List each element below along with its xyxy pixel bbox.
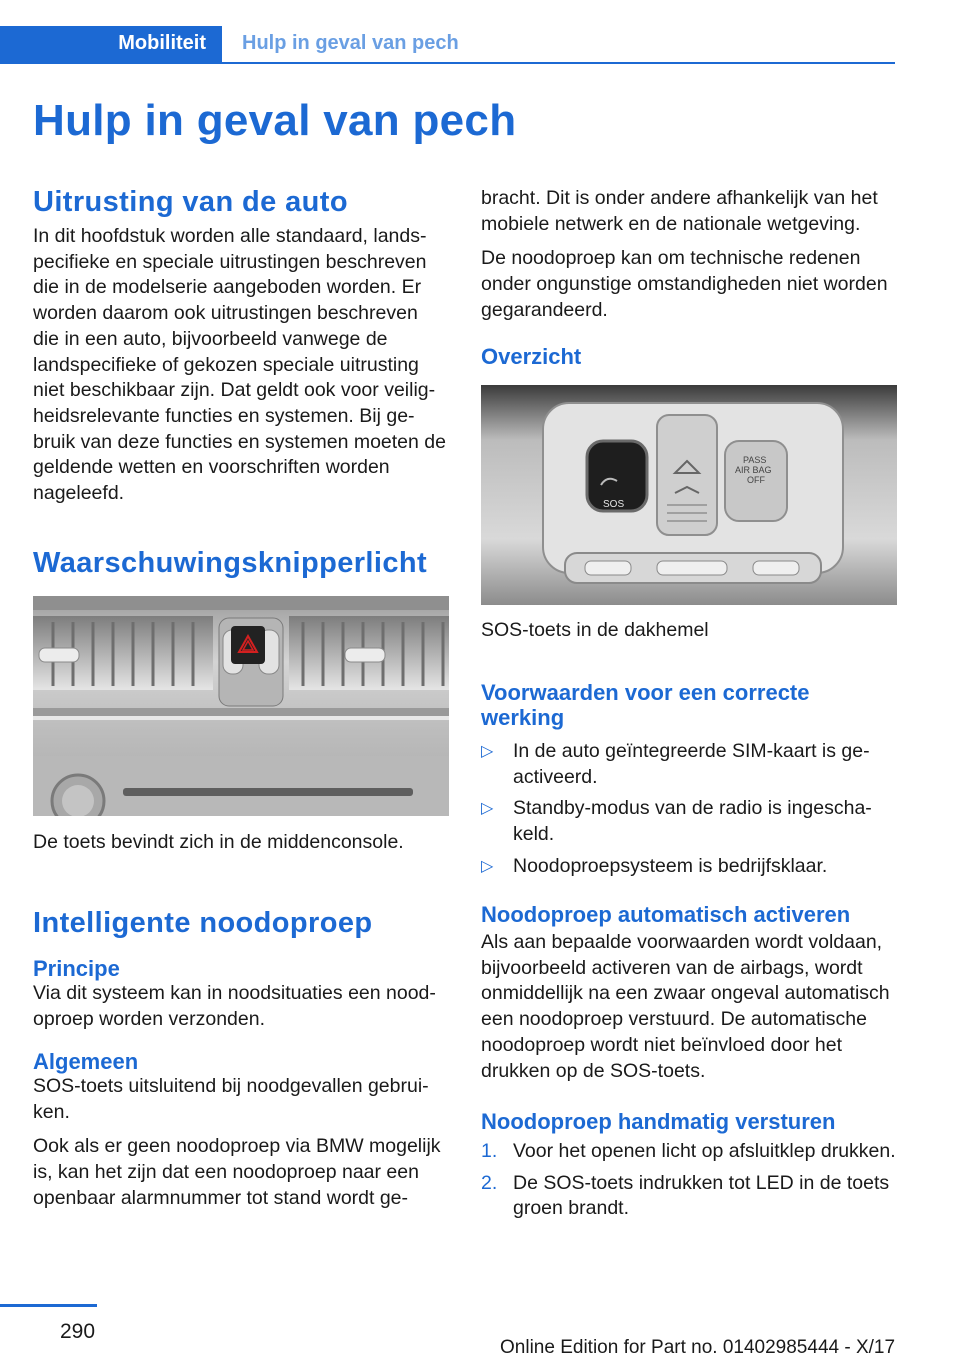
hazard-console-illustration bbox=[33, 596, 449, 816]
sos-panel-illustration bbox=[481, 385, 897, 605]
step-number: 2. bbox=[481, 1171, 498, 1194]
general-heading: Algemeen bbox=[33, 1048, 139, 1074]
footer-edition: Online Edition for Part no. 01402985444 - X/17 bbox=[500, 1337, 896, 1358]
manual-heading: Noodoproep handmatig versturen bbox=[481, 1109, 836, 1134]
off-label: OFF bbox=[747, 475, 765, 485]
general-text-3-visible: De noodoproep kan om technische redenen onder ongunstige omstandigheden niet worden gegarandeerd. bbox=[481, 247, 888, 321]
general-text-2: Ook als er geen noodoproep via BMW mogelijk is, kan het zijn dat een noodoproep naar een openbaar alarmnummer tot stand wordt ge- bbox=[33, 1135, 441, 1209]
triangle-bullet-icon: ▷ bbox=[481, 800, 494, 818]
general-text-1: SOS-toets uitsluitend bij noodgevallen gebruiken. bbox=[33, 1074, 429, 1123]
list-item: ▷ Standby-modus van de radio is ingeschakeld. bbox=[481, 797, 872, 846]
running-header bbox=[0, 26, 895, 64]
left-column bbox=[33, 186, 449, 1211]
airbag-label: AIR BAG bbox=[735, 465, 772, 475]
tab-section bbox=[0, 26, 222, 62]
right-column-top bbox=[481, 186, 897, 324]
principle-text: Via dit systeem kan in noodsituaties een noodoproep worden verzonden. bbox=[33, 982, 436, 1031]
sos-panel-photo bbox=[481, 385, 897, 605]
equipment-heading: Uitrusting van de auto bbox=[33, 186, 348, 218]
page-title: Hulp in geval van pech bbox=[33, 96, 517, 145]
conditions-heading: Voorwaarden voor een correcte werking bbox=[481, 680, 810, 730]
list-item: ▷ In de auto geïntegreerde SIM-kaart is geactiveerd. bbox=[481, 740, 870, 788]
equipment-text: In dit hoofdstuk worden alle standaard, landspecifieke en speciale uitrustingen beschreven die in de modelserie aangeboden worden. Er worden daarom ook uitrustingen beschreven die in een auto, bijvoorbeeld vanwege de landspecifieke of gekozen speciale uitrusting niet beschikbaar zijn. Dat geldt ook voor veiligheidsrelevante functies en systemen. Bij gebruik van deze functies en systemen moeten de geldende wetten en voorschriften worden nageleefd. bbox=[33, 225, 446, 505]
sos-button-label: SOS bbox=[603, 499, 625, 510]
pass-label: PASS bbox=[743, 455, 767, 465]
manual-steps bbox=[481, 1139, 897, 1222]
principle-heading: Principe bbox=[33, 956, 120, 982]
list-item: ▷ Noodoproepsysteem is bedrijfsklaar. bbox=[481, 854, 897, 880]
step-item: 1. Voor het openen licht op afsluitklep drukken. bbox=[481, 1139, 897, 1165]
step-item: 2. De SOS-toets indrukken tot LED in de toets groen brandt. bbox=[481, 1171, 890, 1220]
triangle-bullet-icon: ▷ bbox=[481, 857, 494, 875]
page-number: 290 bbox=[60, 1320, 96, 1343]
conditions-list bbox=[481, 739, 897, 880]
triangle-bullet-icon: ▷ bbox=[481, 743, 494, 760]
hazard-heading: Waarschuwingsknipperlicht bbox=[33, 546, 428, 579]
hazard-caption: De toets bevindt zich in de middenconsole. bbox=[33, 830, 404, 853]
sos-caption: SOS-toets in de dakhemel bbox=[481, 619, 709, 641]
automatic-text: Als aan bepaalde voorwaarden wordt voldaan, bijvoorbeeld activeren van de airbags, wordt onmiddellijk na een zwaar ongeval automatisch een noodoproep verstuurd. De automatische noodoproep wordt niet beïnvloed door het drukken op de SOS-toets. bbox=[481, 931, 890, 1082]
general-text-2-continued: bracht. Dit is onder andere afhankelijk van het mobiele netwerk en de nationale wetgeving. bbox=[481, 187, 878, 235]
automatic-heading: Noodoproep automatisch activeren bbox=[481, 902, 851, 927]
tab-chapter-label: Hulp in geval van pech bbox=[242, 32, 459, 54]
footer-rule bbox=[0, 1304, 97, 1307]
step-number: 1. bbox=[481, 1140, 498, 1162]
overview-heading: Overzicht bbox=[481, 344, 582, 369]
tab-section-label: Mobiliteit bbox=[118, 32, 206, 54]
emergency-heading: Intelligente noodoproep bbox=[33, 907, 373, 940]
hazard-console-photo bbox=[33, 596, 449, 816]
